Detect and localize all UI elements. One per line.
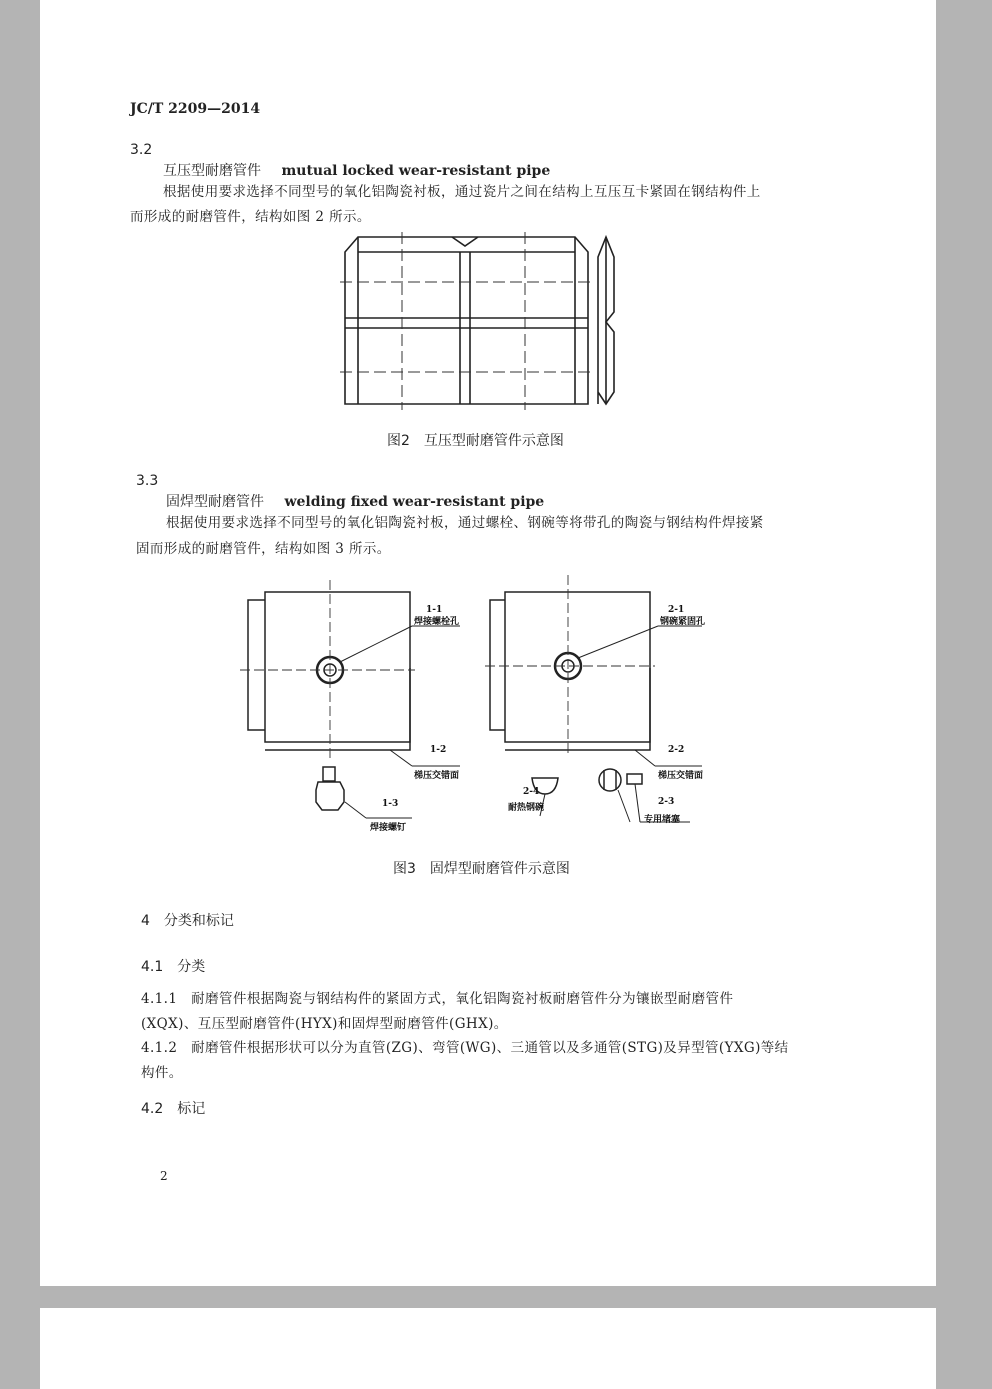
- figure-3-caption: 图3 固焊型耐磨管件示意图: [393, 861, 570, 877]
- label-1-1: 1-1: [426, 605, 443, 615]
- label-2-1-text: 钢碗紧固孔: [660, 617, 706, 627]
- label-2-2-text: 梯压交错面: [658, 771, 704, 781]
- label-1-2-text: 梯压交错面: [414, 771, 460, 781]
- section-3-3-term: [166, 493, 544, 511]
- term-en: welding fixed wear-resistant pipe: [284, 494, 545, 510]
- term-zh: 固焊型耐磨管件: [166, 494, 264, 510]
- section-3-3-number: 3.3: [136, 473, 159, 489]
- section-4-title: 4 分类和标记: [141, 913, 234, 929]
- label-1-3: 1-3: [382, 799, 399, 809]
- clause-4-1-1-line1: 4.1.1 耐磨管件根据陶瓷与钢结构件的紧固方式，氧化铝陶瓷衬板耐磨管件分为镶嵌型耐磨管件: [141, 991, 734, 1007]
- label-2-3: 2-3: [658, 797, 675, 807]
- term-zh: 互压型耐磨管件: [163, 163, 261, 179]
- page-number: 2: [160, 1169, 168, 1183]
- label-2-4: 2-4: [523, 787, 540, 797]
- label-2-2: 2-2: [668, 745, 685, 755]
- label-1-2: 1-2: [430, 745, 447, 755]
- clause-4-1-2-line2: 构件。: [141, 1065, 183, 1081]
- figure-2-caption: 图2 互压型耐磨管件示意图: [387, 433, 564, 449]
- label-2-4-text: 耐热钢碗: [508, 803, 545, 813]
- label-1-1-text: 焊接螺栓孔: [414, 617, 460, 627]
- section-3-3-line1: 根据使用要求选择不同型号的氧化铝陶瓷衬板，通过螺栓、钢碗等将带孔的陶瓷与钢结构件焊接紧: [166, 515, 764, 531]
- section-3-2-line1: 根据使用要求选择不同型号的氧化铝陶瓷衬板，通过瓷片之间在结构上互压互卡紧固在钢结构件上: [163, 184, 761, 200]
- next-page: [40, 1308, 936, 1389]
- section-3-2-line2: 而形成的耐磨管件，结构如图 2 所示。: [130, 209, 371, 225]
- figure-3-diagram: [240, 570, 710, 833]
- figure-2-diagram: [340, 232, 630, 412]
- term-en: mutual locked wear-resistant pipe: [281, 163, 551, 179]
- label-2-3-text: 专用堵塞: [644, 815, 681, 825]
- section-4-2-title: 4.2 标记: [141, 1101, 206, 1117]
- section-3-3-line2: 固而形成的耐磨管件，结构如图 3 所示。: [136, 541, 391, 557]
- label-2-1: 2-1: [668, 605, 685, 615]
- standard-number: JC/T 2209—2014: [130, 101, 261, 117]
- clause-4-1-1-line2: (XQX)、互压型耐磨管件(HYX)和固焊型耐磨管件(GHX)。: [141, 1016, 508, 1032]
- label-1-3-text: 焊接螺钉: [370, 823, 407, 833]
- clause-4-1-2-line1: 4.1.2 耐磨管件根据形状可以分为直管(ZG)、弯管(WG)、三通管以及多通管(STG)及异型管(YXG)等结: [141, 1040, 789, 1056]
- section-3-2-number: 3.2: [130, 142, 153, 158]
- section-3-2-term: [163, 162, 550, 180]
- section-4-1-title: 4.1 分类: [141, 959, 206, 975]
